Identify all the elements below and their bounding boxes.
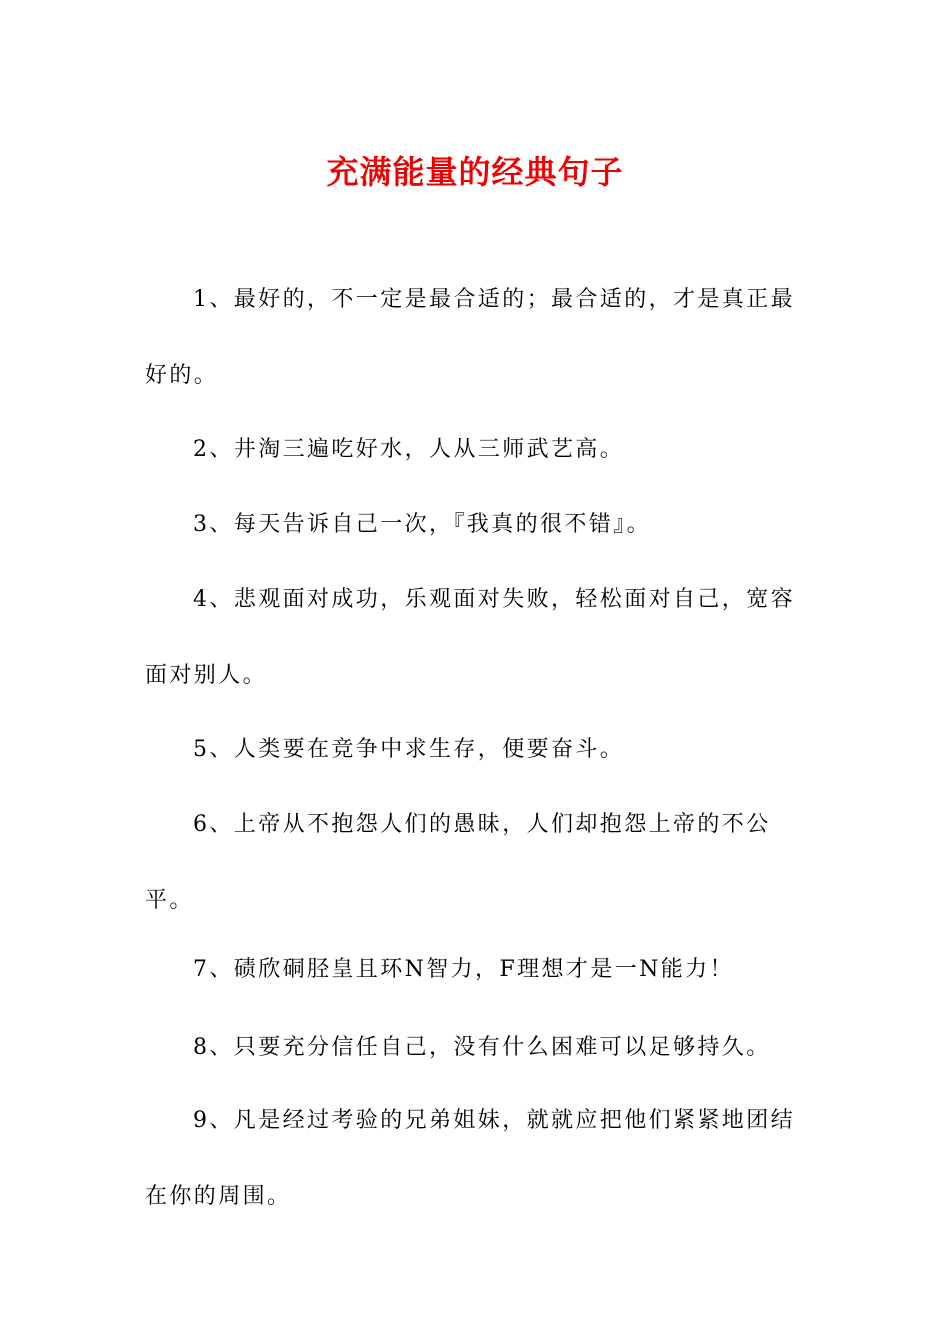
document-title: 充满能量的经典句子: [326, 153, 624, 191]
paragraph-1: 1、最好的，不一定是最合适的；最合适的，才是真正最好的。: [145, 287, 795, 388]
paragraph-7: 7、碛欣硐胫皇且环N智力，F理想才是一N能力！: [193, 957, 734, 982]
paragraph-9: 9、凡是经过考验的兄弟姐妹，就就应把他们紧紧地团结在你的周围。: [145, 1108, 795, 1209]
paragraph-5: 5、人类要在竞争中求生存，便要奋斗。: [193, 737, 625, 762]
paragraph-4: 4、悲观面对成功，乐观面对失败，轻松面对自己，宽容面对别人。: [145, 587, 795, 688]
paragraph-2: 2、井淘三遍吃好水，人从三师武艺高。: [193, 437, 625, 462]
paragraph-3: 3、每天告诉自己一次，『我真的很不错』。: [193, 512, 651, 537]
paragraph-6: 6、上帝从不抱怨人们的愚昧，人们却抱怨上帝的不公平。: [145, 812, 771, 913]
paragraph-8: 8、只要充分信任自己，没有什么困难可以足够持久。: [193, 1035, 771, 1060]
